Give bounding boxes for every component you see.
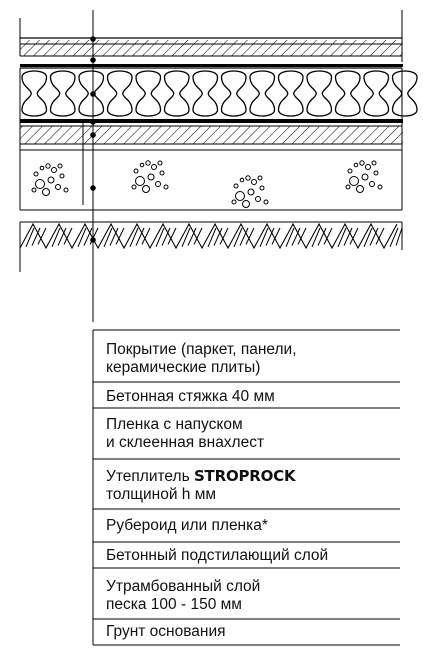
wool-fiber-loop (22, 71, 47, 116)
gravel-stone (132, 185, 136, 189)
wool-fiber-loop (307, 71, 332, 116)
label-finish: Покрытие (паркет, панели, керамические плиты) (106, 341, 297, 376)
wool-fiber-loop (393, 71, 418, 116)
wool-fiber-loop (250, 71, 275, 116)
leader-line (83, 10, 95, 322)
gravel-stone (56, 185, 61, 190)
label-film: Пленка с напуском и склеенная внахлест (106, 416, 265, 451)
gravel-stone (143, 186, 150, 193)
label-roofing: Рубероид или пленка* (106, 517, 268, 534)
label-soil: Грунт основания (106, 623, 226, 640)
gravel-stone (236, 192, 245, 201)
gravel-stone (350, 177, 359, 186)
gravel-stone (252, 180, 257, 185)
gravel-stone (256, 197, 261, 202)
gravel-stone (46, 164, 50, 168)
layer-sand-gravel (32, 161, 382, 208)
gravel-stone (366, 165, 371, 170)
gravel-stone (140, 163, 144, 167)
gravel-stone (258, 176, 262, 180)
gravel-stone (240, 178, 244, 182)
gravel-stone (156, 182, 161, 187)
layer-insulation-wool (20, 68, 417, 116)
gravel-stone (354, 163, 358, 167)
gravel-stone (246, 176, 250, 180)
gravel-stone (234, 184, 238, 188)
gravel-stone (264, 200, 268, 204)
gravel-stone (360, 161, 364, 165)
gravel-stone (148, 174, 154, 180)
gravel-stone (232, 200, 236, 204)
layer-finish-screed (20, 38, 403, 67)
gravel-stone (243, 201, 250, 208)
gravel-stone (248, 189, 254, 195)
gravel-stone (152, 165, 157, 170)
gravel-stone (32, 188, 36, 192)
wool-fiber-loop (336, 71, 361, 116)
layer-roofing-subslab (20, 119, 403, 150)
wool-fiber-loop (51, 71, 76, 116)
wool-fiber-loop (279, 71, 304, 116)
wool-fiber-loop (108, 71, 133, 116)
gravel-stone (146, 161, 150, 165)
gravel-stone (134, 169, 138, 173)
gravel-stone (34, 172, 38, 176)
gravel-stone (362, 174, 368, 180)
gravel-stone (58, 164, 62, 168)
wool-fiber-loop (364, 71, 389, 116)
gravel-stone (52, 168, 57, 173)
label-sand: Утрамбованный слой песка 100 - 150 мм (106, 578, 261, 613)
gravel-stone (160, 171, 164, 175)
brand-name: STROPROCK (193, 467, 296, 485)
gravel-stone (378, 185, 382, 189)
wool-fiber-loop (222, 71, 247, 116)
gravel-stone (372, 161, 376, 165)
gravel-stone (260, 186, 264, 190)
gravel-stone (136, 177, 145, 186)
gravel-stone (346, 185, 350, 189)
layer-soil-hatch (20, 222, 402, 248)
gravel-stone (164, 185, 168, 189)
label-screed: Бетонная стяжка 40 мм (106, 388, 275, 405)
gravel-stone (158, 161, 162, 165)
gravel-stone (43, 189, 50, 196)
wool-fiber-loop (193, 71, 218, 116)
gravel-stone (64, 188, 68, 192)
label-insulation: Утеплитель STROPROCK толщиной h мм (106, 467, 296, 503)
gravel-stone (36, 180, 45, 189)
gravel-stone (370, 182, 375, 187)
wool-fiber-loop (165, 71, 190, 116)
label-subslab: Бетонный подстилающий слой (106, 547, 329, 564)
gravel-stone (48, 177, 54, 183)
gravel-stone (60, 174, 64, 178)
gravel-stone (374, 171, 378, 175)
gravel-stone (357, 186, 364, 193)
gravel-stone (348, 169, 352, 173)
wool-fiber-loop (136, 71, 161, 116)
gravel-stone (40, 166, 44, 170)
